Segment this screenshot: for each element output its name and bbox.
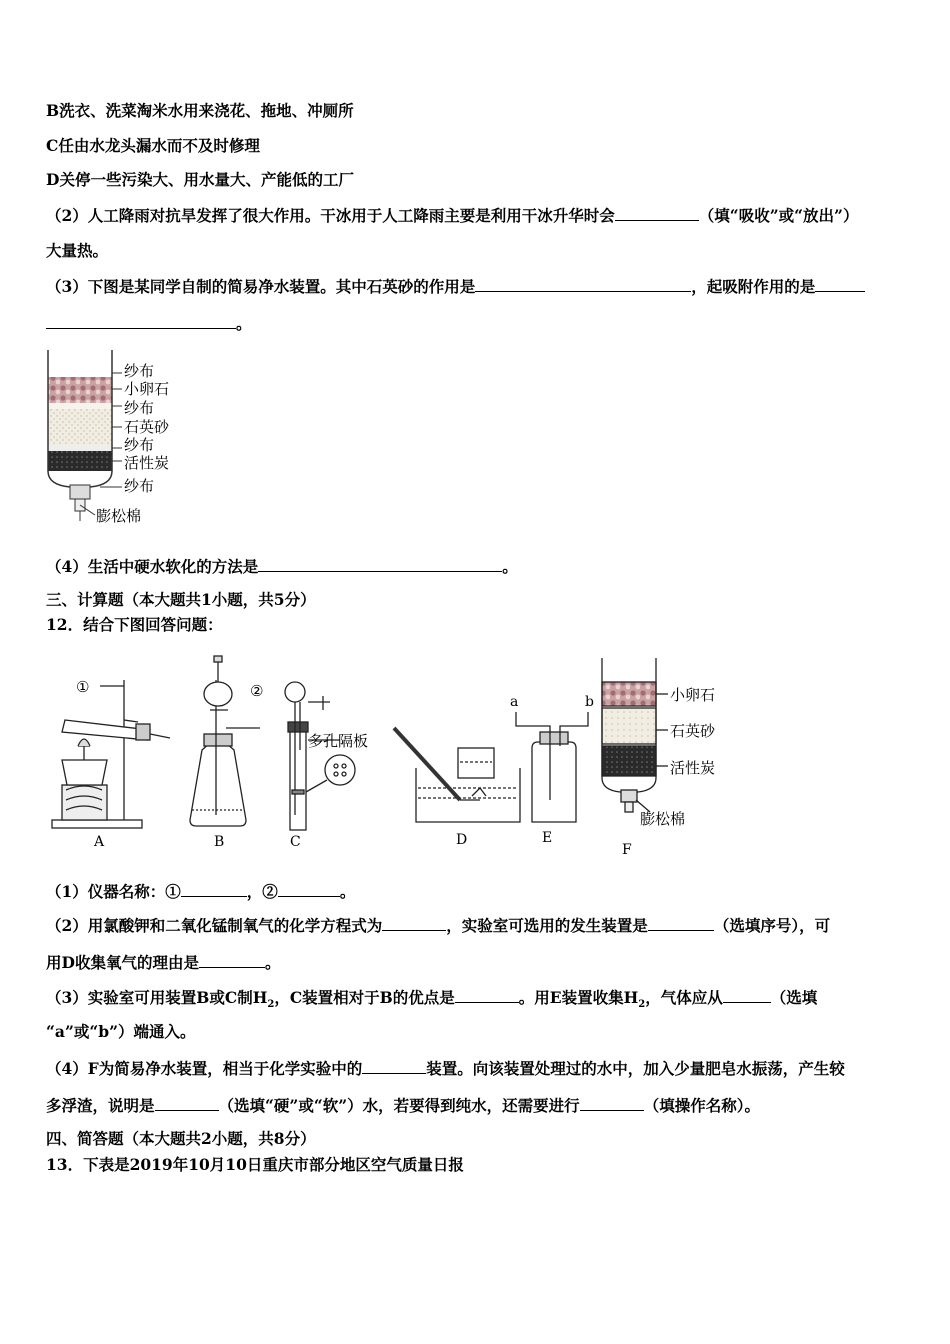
q11-part2 xyxy=(46,205,858,226)
answer-blank[interactable] xyxy=(648,915,714,931)
caption-e: E xyxy=(542,830,553,846)
f-label: 膨松棉 xyxy=(640,810,686,828)
q12-part4-cont xyxy=(46,1095,760,1116)
answer-blank[interactable] xyxy=(580,1095,644,1111)
q11-p3-text2: ，起吸附作用的是 xyxy=(691,277,816,296)
q12-p3-text: （3）实验室可用装置B或C制H xyxy=(46,988,268,1007)
q12-p4-text2: 装置。向该装置处理过的水中，加入少量肥皂水振荡，产生较 xyxy=(426,1059,845,1078)
q12-p4-text: （4）F为简易净水装置，相当于化学实验中的 xyxy=(46,1059,363,1078)
filter-label: 石英砂 xyxy=(124,418,170,436)
filter-label: 纱布 xyxy=(124,399,155,417)
q12-p2-text4: 用D收集氧气的理由是 xyxy=(46,953,199,972)
answer-blank[interactable] xyxy=(155,1095,219,1111)
apparatus-f xyxy=(602,658,668,812)
q11-p3-text: （3）下图是某同学自制的简易净水装置。其中石英砂的作用是 xyxy=(46,277,476,296)
porous-board-label: 多孔隔板 xyxy=(308,732,369,750)
option-d: D关停一些污染大、用水量大、产能低的工厂 xyxy=(46,170,354,189)
q11-part3-cont xyxy=(46,313,252,334)
q12-p3-text3: 。用E装置收集H xyxy=(518,988,639,1007)
q12-part2 xyxy=(46,915,830,936)
q11-part3 xyxy=(46,276,865,297)
caption-b: B xyxy=(214,834,225,850)
q11-part4 xyxy=(46,556,518,577)
water-filter-figure xyxy=(40,345,200,525)
carbon-layer xyxy=(48,451,112,471)
f-label: 石英砂 xyxy=(670,722,716,740)
q12-p4-text5: （填操作名称）。 xyxy=(643,1096,760,1115)
f-label: 活性炭 xyxy=(670,759,716,777)
q12-title: 12．结合下图回答问题： xyxy=(46,615,223,634)
answer-blank[interactable] xyxy=(455,987,519,1003)
marker-2: ② xyxy=(250,682,264,700)
answer-blank[interactable] xyxy=(723,987,771,1003)
period: 。 xyxy=(502,557,518,576)
tube-a-label: a xyxy=(510,694,519,710)
period: 。 xyxy=(236,314,252,333)
answer-blank[interactable] xyxy=(46,313,236,329)
filter-label: 纱布 xyxy=(124,362,155,380)
apparatus-e xyxy=(516,712,588,822)
q12-part3 xyxy=(46,987,817,1015)
q11-p4-text: （4）生活中硬水软化的方法是 xyxy=(46,557,259,576)
q11-p2-cont: 大量热。 xyxy=(46,241,109,260)
pebble-layer xyxy=(48,377,112,403)
q12-part4 xyxy=(46,1058,845,1079)
section-4-heading: 四、简答题（本大题共2小题，共8分） xyxy=(46,1129,316,1148)
apparatus-figure xyxy=(40,650,760,865)
apparatus-c xyxy=(285,682,355,830)
answer-blank[interactable] xyxy=(278,881,340,897)
period: 。 xyxy=(339,882,356,901)
caption-c: C xyxy=(290,834,301,850)
answer-blank[interactable] xyxy=(475,276,691,292)
section-3-heading: 三、计算题（本大题共1小题，共5分） xyxy=(46,590,316,609)
q11-p2-text: （2）人工降雨对抗旱发挥了很大作用。干冰用于人工降雨主要是利用干冰升华时会 xyxy=(46,206,615,225)
filter-label: 纱布 xyxy=(124,477,155,495)
q12-p4-text4: （选填“硬”或“软”）水，若要得到纯水，还需要进行 xyxy=(218,1096,580,1115)
answer-blank[interactable] xyxy=(258,556,502,572)
option-c: C任由水龙头漏水而不及时修理 xyxy=(46,136,260,155)
subscript: 2 xyxy=(267,999,275,1011)
answer-blank[interactable] xyxy=(362,1058,426,1074)
caption-d: D xyxy=(456,832,468,848)
answer-blank[interactable] xyxy=(615,205,699,221)
tube-b-label: b xyxy=(585,694,594,710)
q12-p3-text4: ，气体应从 xyxy=(645,988,723,1007)
answer-blank[interactable] xyxy=(815,276,865,292)
answer-blank[interactable] xyxy=(199,952,265,968)
q12-part2-cont xyxy=(46,952,280,973)
answer-blank[interactable] xyxy=(382,915,446,931)
filter-label: 膨松棉 xyxy=(96,507,142,525)
apparatus-a xyxy=(52,680,170,828)
caption-a: A xyxy=(94,834,105,850)
q11-p2-hint: （填“吸收”或“放出”） xyxy=(698,206,859,225)
filter-label: 小卵石 xyxy=(124,380,170,398)
q12-part3-cont: “a”或“b”）端通入。 xyxy=(46,1022,196,1041)
q12-p2-text: （2）用氯酸钾和二氧化锰制氧气的化学方程式为 xyxy=(46,916,383,935)
filter-label: 纱布 xyxy=(124,436,155,454)
q12-p4-text3: 多浮渣，说明是 xyxy=(46,1096,155,1115)
sand-layer xyxy=(48,409,112,445)
q12-p2-text3: （选填序号），可 xyxy=(713,916,831,935)
q12-p3-text5: （选填 xyxy=(770,988,818,1007)
q12-p2-text2: ，实验室可选用的发生装置是 xyxy=(446,916,648,935)
f-label: 小卵石 xyxy=(670,686,716,704)
marker-1: ① xyxy=(76,678,90,696)
q12-p1-text: （1）仪器名称：① xyxy=(46,882,181,901)
period: 。 xyxy=(264,953,281,972)
q12-p1-text2: ，② xyxy=(246,882,278,901)
apparatus-d xyxy=(394,728,520,822)
caption-f: F xyxy=(622,842,632,858)
subscript: 2 xyxy=(638,999,646,1011)
q13-title: 13．下表是2019年10月10日重庆市部分地区空气质量日报 xyxy=(46,1155,464,1174)
answer-blank[interactable] xyxy=(181,881,247,897)
filter-label: 活性炭 xyxy=(124,454,170,472)
q12-part1 xyxy=(46,881,355,902)
q12-p3-text2: ，C装置相对于B的优点是 xyxy=(274,988,455,1007)
option-b: B洗衣、洗菜淘米水用来浇花、拖地、冲厕所 xyxy=(46,101,354,120)
